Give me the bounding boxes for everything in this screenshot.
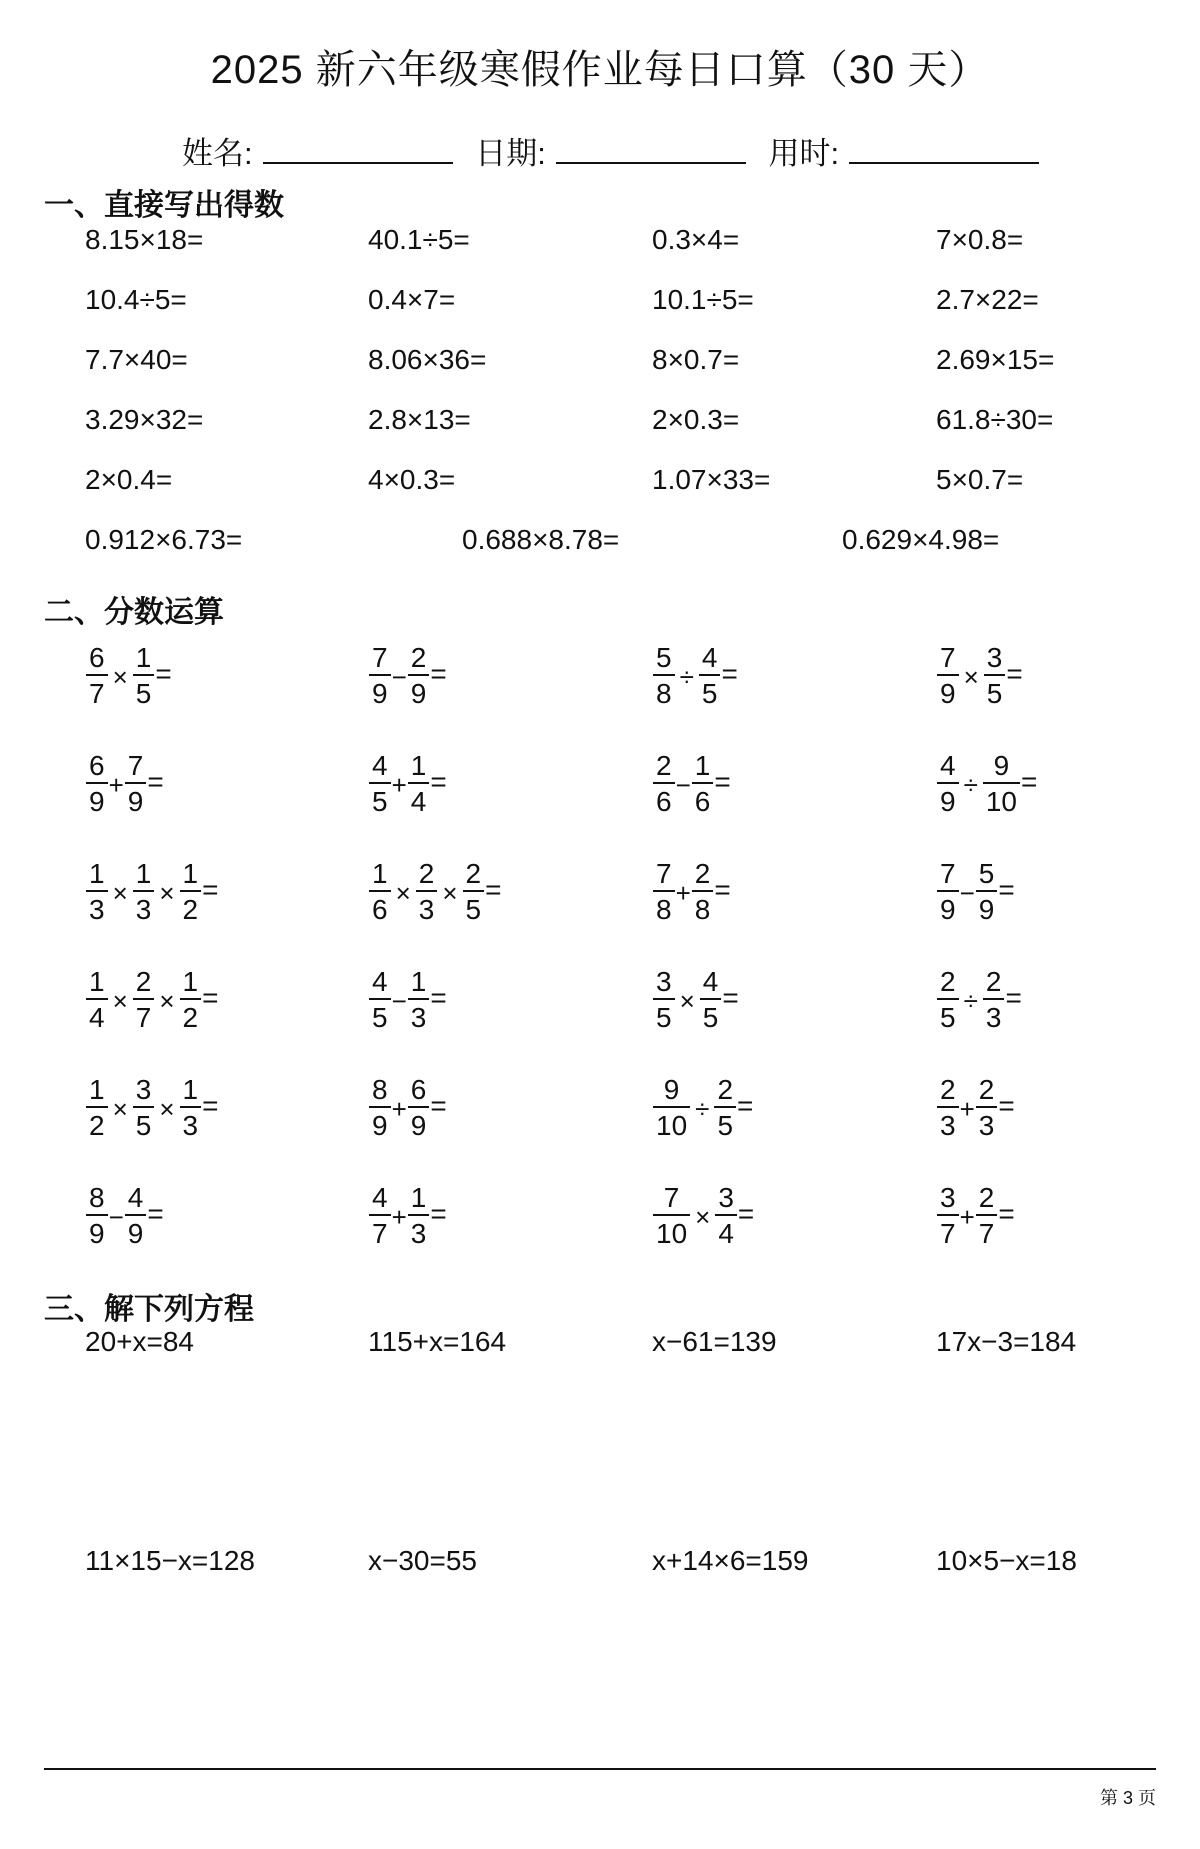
fraction-problem <box>936 860 1015 924</box>
numerator: 4 <box>940 750 956 781</box>
fraction-problem <box>936 1184 1015 1248</box>
operator: × <box>112 1093 128 1124</box>
numerator: 2 <box>940 966 956 997</box>
numerator: 4 <box>701 642 718 673</box>
equals-sign: = <box>147 766 164 797</box>
fraction <box>699 644 721 708</box>
fraction-problem <box>368 1076 447 1140</box>
operator: ÷ <box>963 769 978 800</box>
numerator: 3 <box>718 1182 734 1213</box>
fraction-problem <box>652 644 738 708</box>
fraction <box>369 1184 391 1248</box>
fraction <box>369 1076 391 1140</box>
fraction-problem <box>368 860 501 924</box>
denominator: 7 <box>86 674 108 708</box>
fraction-problem <box>652 1184 754 1248</box>
operator: − <box>391 661 407 692</box>
problem: 61.8÷30= <box>936 404 1054 435</box>
fraction <box>125 752 147 816</box>
problem: 0.3×4= <box>652 224 740 255</box>
operator: × <box>695 1201 711 1232</box>
numerator: 2 <box>717 1074 734 1105</box>
fraction <box>937 1184 959 1248</box>
fraction-problem <box>85 752 164 816</box>
denominator: 2 <box>86 1106 108 1140</box>
denominator: 6 <box>369 890 391 924</box>
numerator: 4 <box>702 966 719 997</box>
denominator: 8 <box>653 890 675 924</box>
numerator: 2 <box>418 858 435 889</box>
fraction-problem <box>652 752 731 816</box>
fraction <box>653 968 675 1032</box>
denominator: 9 <box>86 782 108 816</box>
denominator: 5 <box>463 890 485 924</box>
date-blank[interactable] <box>556 138 746 164</box>
section-1-title: 一、直接写出得数 <box>44 189 284 222</box>
numerator: 2 <box>940 1074 956 1105</box>
fraction <box>408 1184 430 1248</box>
fraction-problem <box>368 752 447 816</box>
problem: 0.629×4.98= <box>842 524 1000 555</box>
numerator: 4 <box>127 1182 144 1213</box>
denominator: 5 <box>133 1106 155 1140</box>
fraction-problem <box>85 1076 218 1140</box>
fraction-problem <box>368 1184 447 1248</box>
denominator: 5 <box>369 782 391 816</box>
equals-sign: = <box>737 1198 755 1229</box>
numerator: 1 <box>410 750 427 781</box>
denominator: 5 <box>133 674 155 708</box>
operator: ÷ <box>695 1093 710 1124</box>
name-field[interactable] <box>182 128 453 173</box>
numerator: 4 <box>372 750 388 781</box>
denominator: 10 <box>653 1214 690 1248</box>
equals-sign: = <box>485 874 502 905</box>
equals-sign: = <box>202 982 219 1013</box>
denominator: 5 <box>984 674 1006 708</box>
equals-sign: = <box>714 766 731 797</box>
problem: 10.4÷5= <box>85 284 187 315</box>
fraction <box>692 752 714 816</box>
operator: × <box>112 985 128 1016</box>
numerator: 1 <box>89 858 105 889</box>
fraction <box>125 1184 147 1248</box>
fraction <box>369 644 391 708</box>
operator: + <box>391 769 407 800</box>
operator: ÷ <box>679 661 694 692</box>
numerator: 5 <box>656 642 672 673</box>
fraction <box>408 644 430 708</box>
operator: × <box>159 877 175 908</box>
numerator: 2 <box>694 858 711 889</box>
numerator: 7 <box>656 858 672 889</box>
fraction <box>937 752 959 816</box>
equals-sign: = <box>998 1090 1015 1121</box>
operator: × <box>442 877 458 908</box>
denominator: 4 <box>86 998 108 1032</box>
page-title: 2025 新六年级寒假作业每日口算（30 天） <box>210 48 990 92</box>
fraction <box>937 860 959 924</box>
numerator: 3 <box>656 966 672 997</box>
operator: − <box>391 985 407 1016</box>
problem: 0.688×8.78= <box>462 524 620 555</box>
fraction-problem <box>368 968 447 1032</box>
fraction <box>653 860 675 924</box>
operator: + <box>391 1093 407 1124</box>
numerator: 9 <box>663 1074 680 1105</box>
problem: 2.8×13= <box>368 404 471 435</box>
numerator: 6 <box>89 750 105 781</box>
fraction <box>180 968 202 1032</box>
denominator: 5 <box>937 998 959 1032</box>
fraction <box>653 644 675 708</box>
name-blank[interactable] <box>263 138 453 164</box>
time-label: 用时: <box>768 136 840 171</box>
denominator: 9 <box>976 890 998 924</box>
problem: 40.1÷5= <box>368 224 470 255</box>
problem: 8×0.7= <box>652 344 740 375</box>
fraction <box>984 644 1006 708</box>
numerator: 2 <box>978 1182 995 1213</box>
denominator: 6 <box>692 782 714 816</box>
operator: × <box>395 877 411 908</box>
fraction <box>133 968 155 1032</box>
denominator: 5 <box>714 1106 736 1140</box>
fraction <box>408 1076 430 1140</box>
fraction <box>369 752 391 816</box>
numerator: 8 <box>89 1182 105 1213</box>
denominator: 5 <box>653 998 675 1032</box>
fraction <box>180 1076 202 1140</box>
problem: 5×0.7= <box>936 464 1024 495</box>
equals-sign: = <box>202 1090 219 1121</box>
fraction <box>86 860 108 924</box>
numerator: 1 <box>135 858 152 889</box>
fraction <box>692 860 714 924</box>
numerator: 4 <box>372 966 388 997</box>
equals-sign: = <box>737 1090 754 1121</box>
problem: 0.4×7= <box>368 284 456 315</box>
denominator: 7 <box>133 998 155 1032</box>
operator: + <box>959 1093 975 1124</box>
numerator: 1 <box>135 642 152 673</box>
fraction <box>86 644 108 708</box>
student-info-row <box>182 128 1053 173</box>
numerator: 3 <box>940 1182 956 1213</box>
denominator: 3 <box>937 1106 959 1140</box>
numerator: 1 <box>410 1182 427 1213</box>
denominator: 7 <box>976 1214 998 1248</box>
equals-sign: = <box>998 1198 1015 1229</box>
fraction <box>133 860 155 924</box>
fraction <box>86 968 108 1032</box>
numerator: 2 <box>656 750 672 781</box>
fraction-problem <box>936 968 1022 1032</box>
denominator: 10 <box>653 1106 690 1140</box>
date-label: 日期: <box>475 136 546 171</box>
fraction-problem <box>368 644 447 708</box>
denominator: 9 <box>125 1214 147 1248</box>
equals-sign: = <box>430 982 447 1013</box>
denominator: 9 <box>125 782 147 816</box>
operator: − <box>675 769 691 800</box>
denominator: 3 <box>976 1106 998 1140</box>
problem: 2×0.3= <box>652 404 740 435</box>
time-blank[interactable] <box>849 138 1039 164</box>
denominator: 9 <box>937 890 959 924</box>
denominator: 6 <box>653 782 675 816</box>
operator: × <box>159 985 175 1016</box>
fraction-problem <box>652 1076 753 1140</box>
equals-sign: = <box>1021 766 1038 797</box>
problem: 3.29×32= <box>85 404 204 435</box>
fraction <box>983 752 1020 816</box>
numerator: 1 <box>182 966 199 997</box>
denominator: 3 <box>86 890 108 924</box>
fraction <box>937 1076 959 1140</box>
numerator: 2 <box>978 1074 995 1105</box>
operator: − <box>108 1201 124 1232</box>
equation: 20+x=84 <box>85 1326 194 1357</box>
fraction <box>463 860 485 924</box>
fraction <box>408 968 430 1032</box>
numerator: 2 <box>135 966 152 997</box>
numerator: 7 <box>940 642 956 673</box>
date-field[interactable] <box>475 128 746 173</box>
equals-sign: = <box>721 658 738 689</box>
operator: + <box>959 1201 975 1232</box>
numerator: 6 <box>89 642 105 673</box>
equation: 11×15−x=128 <box>85 1545 255 1576</box>
numerator: 4 <box>372 1182 388 1213</box>
denominator: 4 <box>715 1214 737 1248</box>
equals-sign: = <box>722 982 739 1013</box>
numerator: 1 <box>410 966 427 997</box>
problem: 2.69×15= <box>936 344 1055 375</box>
numerator: 1 <box>694 750 711 781</box>
fraction <box>133 644 155 708</box>
fraction-problem <box>85 1184 164 1248</box>
fraction <box>715 1184 737 1248</box>
numerator: 2 <box>985 966 1002 997</box>
denominator: 8 <box>653 674 675 708</box>
denominator: 9 <box>408 1106 430 1140</box>
fraction <box>416 860 438 924</box>
equals-sign: = <box>430 658 447 689</box>
denominator: 8 <box>692 890 714 924</box>
fraction-problem <box>85 860 218 924</box>
numerator: 5 <box>978 858 995 889</box>
denominator: 9 <box>369 674 391 708</box>
equals-sign: = <box>714 874 731 905</box>
numerator: 2 <box>410 642 427 673</box>
numerator: 7 <box>372 642 388 673</box>
denominator: 3 <box>408 1214 430 1248</box>
operator: + <box>108 769 124 800</box>
problem: 4×0.3= <box>368 464 456 495</box>
equals-sign: = <box>430 766 447 797</box>
operator: × <box>112 661 128 692</box>
time-field[interactable] <box>769 128 1040 173</box>
operator: + <box>391 1201 407 1232</box>
problem: 7×0.8= <box>936 224 1024 255</box>
fraction <box>369 860 391 924</box>
denominator: 9 <box>369 1106 391 1140</box>
problem: 7.7×40= <box>85 344 188 375</box>
denominator: 9 <box>937 674 959 708</box>
operator: ÷ <box>963 985 978 1016</box>
section-3-title: 三、解下列方程 <box>44 1293 254 1326</box>
denominator: 5 <box>699 674 721 708</box>
denominator: 4 <box>408 782 430 816</box>
numerator: 7 <box>127 750 144 781</box>
problem: 0.912×6.73= <box>85 524 243 555</box>
denominator: 3 <box>180 1106 202 1140</box>
equals-sign: = <box>430 1198 447 1229</box>
fraction-problem <box>936 1076 1015 1140</box>
equals-sign: = <box>998 874 1015 905</box>
name-label: 姓名: <box>182 136 253 171</box>
fraction <box>653 752 675 816</box>
fraction <box>86 752 108 816</box>
fraction-problem <box>936 644 1023 708</box>
denominator: 3 <box>983 998 1005 1032</box>
problem: 8.15×18= <box>85 224 204 255</box>
denominator: 7 <box>937 1214 959 1248</box>
denominator: 9 <box>937 782 959 816</box>
fraction <box>180 860 202 924</box>
section-2-title: 二、分数运算 <box>44 596 224 629</box>
fraction <box>937 644 959 708</box>
equation: 115+x=164 <box>368 1326 507 1357</box>
numerator: 2 <box>465 858 482 889</box>
fraction-problem <box>652 968 739 1032</box>
numerator: 9 <box>993 750 1010 781</box>
fraction-problem <box>652 860 731 924</box>
denominator: 9 <box>86 1214 108 1248</box>
equation: x+14×6=159 <box>652 1545 809 1576</box>
numerator: 3 <box>986 642 1003 673</box>
denominator: 5 <box>369 998 391 1032</box>
equation: x−30=55 <box>368 1545 477 1576</box>
fraction-problem <box>85 968 218 1032</box>
fraction <box>133 1076 155 1140</box>
equals-sign: = <box>1005 982 1022 1013</box>
equals-sign: = <box>155 658 172 689</box>
problem: 10.1÷5= <box>652 284 754 315</box>
problem: 2.7×22= <box>936 284 1039 315</box>
fraction <box>653 1184 690 1248</box>
numerator: 1 <box>89 966 105 997</box>
denominator: 9 <box>408 674 430 708</box>
fraction-problem <box>85 644 172 708</box>
operator: × <box>679 985 695 1016</box>
numerator: 7 <box>663 1182 680 1213</box>
equals-sign: = <box>202 874 219 905</box>
denominator: 2 <box>180 890 202 924</box>
denominator: 2 <box>180 998 202 1032</box>
operator: − <box>959 877 975 908</box>
fraction <box>976 1076 998 1140</box>
operator: × <box>112 877 128 908</box>
fraction <box>714 1076 736 1140</box>
equation: x−61=139 <box>652 1326 777 1357</box>
problem: 1.07×33= <box>652 464 771 495</box>
fraction <box>976 1184 998 1248</box>
footer-divider <box>44 1768 1156 1770</box>
numerator: 8 <box>372 1074 388 1105</box>
equals-sign: = <box>430 1090 447 1121</box>
fraction <box>700 968 722 1032</box>
fraction <box>653 1076 690 1140</box>
fraction <box>369 968 391 1032</box>
fraction-problem <box>936 752 1037 816</box>
denominator: 3 <box>416 890 438 924</box>
numerator: 7 <box>940 858 956 889</box>
operator: × <box>159 1093 175 1124</box>
equation: 10×5−x=18 <box>936 1545 1077 1576</box>
numerator: 1 <box>372 858 388 889</box>
problem: 2×0.4= <box>85 464 173 495</box>
operator: + <box>675 877 691 908</box>
equals-sign: = <box>147 1198 164 1229</box>
equals-sign: = <box>1006 658 1023 689</box>
denominator: 7 <box>369 1214 391 1248</box>
operator: × <box>963 661 979 692</box>
fraction <box>983 968 1005 1032</box>
numerator: 1 <box>182 858 199 889</box>
numerator: 1 <box>182 1074 199 1105</box>
fraction <box>976 860 998 924</box>
numerator: 3 <box>135 1074 152 1105</box>
problem: 8.06×36= <box>368 344 487 375</box>
fraction <box>86 1184 108 1248</box>
denominator: 10 <box>983 782 1020 816</box>
denominator: 5 <box>700 998 722 1032</box>
numerator: 6 <box>410 1074 427 1105</box>
page-number: 第 3 页 <box>1099 1788 1156 1808</box>
numerator: 1 <box>89 1074 105 1105</box>
fraction <box>937 968 959 1032</box>
denominator: 3 <box>408 998 430 1032</box>
fraction <box>408 752 430 816</box>
fraction <box>86 1076 108 1140</box>
equation: 17x−3=184 <box>936 1326 1077 1357</box>
denominator: 3 <box>133 890 155 924</box>
